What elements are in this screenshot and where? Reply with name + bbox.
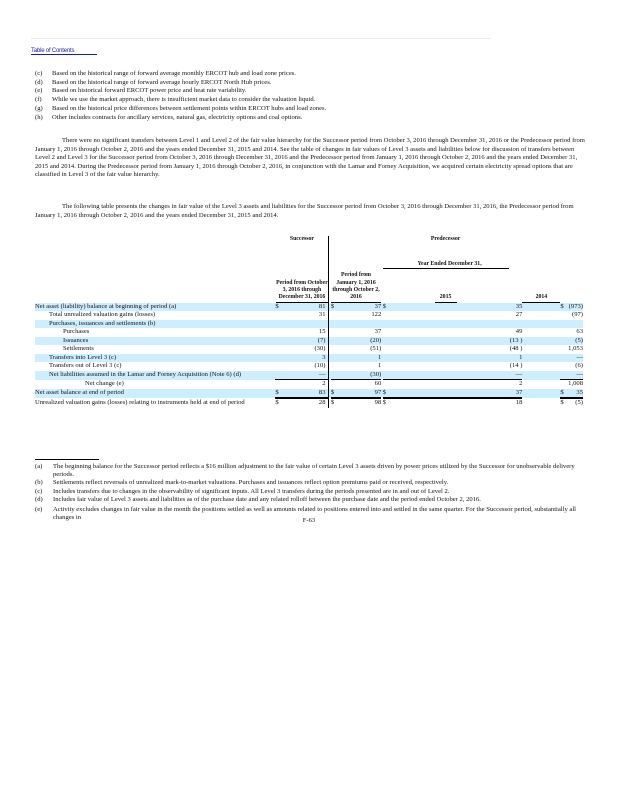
currency-symbol	[331, 337, 358, 346]
cell-y2014: (973)	[566, 303, 583, 312]
cell-pred: 37	[374, 328, 382, 336]
col-header-year-ended: Year Ended December 31,	[383, 261, 509, 269]
level3-changes-table	[35, 236, 583, 408]
currency-symbol	[383, 320, 509, 329]
currency-symbol: $	[275, 303, 299, 312]
table-intro-paragraph: The following table presents the changes in fair value of the Level 3 assets and liabilities for the Successor period from October 3, 2016 through December 31, 2016, the Predecessor period from January 1, 2016 through October 2, 2016 and the years ended December 31, 2015 and 2014.	[35, 203, 574, 219]
cell-pred: 1	[358, 354, 381, 363]
cell-y2014: (5)	[566, 337, 583, 346]
cell-y2014: (97)	[572, 311, 583, 319]
note-key: (d)	[35, 78, 43, 86]
footnote-text: The beginning balance for the Successor period reflects a $16 million adjustment to the fair value of certain Level 3 assets driven by power prices utilized by the Successor for unobservable delivery periods.	[53, 463, 575, 479]
currency-symbol	[275, 362, 299, 371]
note-text: Based on the historical range of forward average monthly ERCOT hub and load zone prices.	[52, 70, 296, 77]
currency-symbol	[331, 354, 358, 363]
note-item	[35, 105, 595, 114]
note-key: (h)	[35, 113, 43, 121]
note-item	[35, 70, 595, 79]
note-text: While we use the market approach, there is insufficient market data to consider the valuation liquid.	[52, 96, 316, 104]
cell-pred: 60	[374, 380, 382, 388]
currency-symbol	[275, 328, 299, 337]
currency-symbol: $	[560, 399, 564, 407]
row-label: Unrealized valuation gains (losses) relating to instruments held at end of period	[35, 398, 245, 406]
cell-pred	[358, 320, 381, 329]
cell-y2015: 1	[509, 354, 523, 363]
column-gap	[522, 371, 560, 380]
row-label: Net liabilities assumed in the Lamar and Forney Acquisition (Note 6) (d)	[35, 371, 275, 380]
note-key: (e)	[35, 87, 43, 95]
row-label: Transfers out of Level 3 (c)	[49, 362, 122, 370]
cell-succ: (7)	[299, 337, 329, 346]
column-gap	[522, 389, 560, 399]
table-row	[35, 345, 583, 354]
footnotes-list	[35, 463, 590, 522]
table-row	[35, 354, 583, 363]
currency-symbol: $	[383, 303, 509, 312]
cell-succ: 31	[299, 311, 329, 320]
note-text: Based on historical forward ERCOT power price and heat rate variability.	[52, 87, 247, 95]
cell-y2014: —	[566, 354, 583, 363]
footnote-key: (e)	[35, 506, 43, 514]
currency-symbol	[275, 320, 299, 329]
footnote-text: Activity excludes changes in fair value in the month the positions settled as well as amounts related to positions entered into and settled in the same quarter. For the Successor period, substantially all changes in	[53, 506, 576, 522]
cell-y2015: 18	[515, 399, 523, 407]
header-group-row	[35, 236, 583, 245]
cell-y2015: (48 )	[509, 345, 523, 353]
cell-pred: 98	[374, 399, 382, 407]
currency-symbol	[275, 371, 299, 380]
cell-y2015: (14 )	[509, 362, 523, 370]
currency-symbol	[275, 345, 299, 354]
currency-symbol	[383, 354, 509, 363]
currency-symbol	[383, 328, 509, 337]
column-gap	[522, 354, 560, 363]
cell-succ: 3	[299, 354, 329, 363]
cell-y2015	[509, 320, 523, 329]
table-row	[35, 303, 583, 312]
cell-succ: 81	[299, 303, 329, 312]
note-item	[35, 79, 595, 88]
cell-y2015: —	[509, 371, 523, 380]
column-gap	[522, 328, 560, 337]
column-gap	[522, 345, 560, 354]
footnote-key: (b)	[35, 479, 43, 487]
column-gap	[522, 398, 560, 408]
footnote-item	[35, 488, 590, 496]
page-number: F-63	[302, 517, 316, 524]
header-divider	[31, 38, 490, 39]
footnote-key: (c)	[35, 487, 43, 495]
row-label: Settlements	[63, 345, 94, 353]
successor-group-header: Successor	[275, 236, 329, 245]
cell-y2015: 37	[509, 389, 523, 399]
col-header-2015: 2015	[435, 294, 457, 302]
currency-symbol	[331, 320, 358, 329]
cell-y2014: —	[566, 371, 583, 380]
cell-y2015: 2	[519, 380, 523, 388]
cell-y2015: (13 )	[509, 336, 523, 344]
note-item	[35, 87, 595, 96]
note-item	[35, 96, 595, 105]
cell-y2014: (6)	[575, 362, 583, 370]
col-header-successor: Period from October 3, 2016 through December 31, 2016	[276, 280, 328, 303]
currency-symbol: $	[382, 399, 386, 407]
cell-pred: 1	[377, 362, 382, 370]
input-notes-list	[35, 70, 595, 122]
row-label: Net asset (liability) balance at beginning of period (a)	[35, 303, 275, 312]
cell-y2014	[566, 320, 583, 329]
table-row	[35, 389, 583, 399]
footnote-item	[35, 479, 590, 487]
cell-succ: (10)	[299, 362, 329, 371]
cell-pred: 37	[358, 303, 381, 312]
footnote-text: Settlements reflect reversals of unrealized mark-to-market valuations. Purchases and issuances reflect option premiums paid or received, respectively.	[53, 479, 449, 487]
table-row	[35, 328, 583, 337]
note-text: Based on the historical range of forward average hourly ERCOT North Hub prices.	[52, 78, 272, 86]
note-text: Based on the historical price differences between settlement points within ERCOT hubs and load zones.	[52, 104, 327, 112]
currency-symbol	[331, 362, 358, 371]
col-header-predecessor: Period from January 1, 2016 through October 2, 2016	[331, 272, 381, 302]
table-row	[35, 380, 583, 389]
cell-succ	[299, 320, 329, 329]
cell-pred: 122	[371, 311, 382, 319]
currency-symbol: $	[331, 303, 358, 312]
column-gap	[522, 380, 560, 389]
cell-pred: (30)	[358, 371, 381, 380]
currency-symbol: $	[275, 399, 279, 407]
note-text: Other includes contracts for ancillary services, natural gas, electricity options and coal options.	[52, 113, 303, 121]
footnote-text: Includes transfers due to changes in the observability of significant inputs. All Level 3 transfers during the periods presented are in and out of Level 2.	[53, 487, 450, 495]
table-row	[35, 398, 583, 408]
row-label: Transfers into Level 3 (c)	[35, 354, 275, 363]
cell-pred: (51)	[370, 345, 382, 353]
footnote-divider	[35, 459, 99, 460]
currency-symbol	[275, 311, 299, 320]
note-key: (g)	[35, 104, 43, 112]
row-label: Purchases	[63, 328, 90, 336]
currency-symbol: $	[330, 399, 335, 407]
currency-symbol	[383, 345, 509, 354]
cell-succ: 83	[299, 389, 329, 399]
note-key: (c)	[35, 70, 43, 77]
cell-y2014: 63	[576, 328, 583, 336]
table-row	[35, 362, 583, 371]
column-gap	[522, 320, 560, 329]
note-key: (f)	[35, 96, 42, 104]
footnote-key: (d)	[35, 495, 43, 503]
table-of-contents-link[interactable]: Table of Contents	[31, 48, 97, 55]
table-row	[35, 311, 583, 320]
footnote-item	[35, 463, 590, 479]
cell-succ: —	[299, 371, 329, 380]
footnote-text: Includes fair value of Level 3 assets and liabilities as of the purchase date and any related rolloff between the purchase date and the period ended October 2, 2016.	[53, 495, 481, 503]
row-label: Issuances	[35, 337, 275, 346]
cell-succ: 15	[299, 328, 329, 337]
predecessor-group-header: Predecessor	[430, 236, 461, 242]
cell-succ: (30)	[299, 345, 329, 354]
currency-symbol: $	[560, 302, 564, 310]
cell-pred: 97	[358, 389, 381, 399]
currency-symbol	[275, 380, 299, 389]
note-item	[35, 114, 595, 123]
header-column-row	[35, 245, 583, 303]
currency-symbol: $	[383, 389, 509, 399]
row-label: Net asset balance at end of period	[35, 389, 275, 399]
currency-symbol	[275, 337, 299, 346]
row-label: Total unrealized valuation gains (losses)	[49, 311, 156, 319]
currency-symbol	[383, 337, 509, 346]
footnote-item	[35, 496, 590, 504]
currency-symbol	[383, 371, 509, 380]
currency-symbol	[383, 362, 509, 371]
cell-y2015: 49	[515, 328, 523, 336]
table-row	[35, 320, 583, 329]
currency-symbol	[331, 311, 358, 320]
currency-symbol	[275, 354, 299, 363]
currency-symbol	[331, 380, 358, 389]
table-row	[35, 337, 583, 346]
cell-y2014: 1,053	[568, 345, 583, 353]
currency-symbol	[331, 371, 358, 380]
cell-y2015: 35	[509, 303, 523, 312]
cell-succ: 28	[299, 398, 329, 408]
cell-pred: (20)	[358, 337, 381, 346]
transfers-paragraph: There were no significant transfers between Level 1 and Level 2 of the fair value hierarchy for the Successor period from October 3, 2016 through December 31, 2016 or the Predecessor period from January 1, 2016 through October 2, 2016 and the years ended December 31, 2015 and 2014. See the table of changes in fair values of Level 3 assets and liabilities below for discussion of transfers between Level 2 and Level 3 for the Successor period from October 3, 2016 through December 31, 2016 and the Predecessor period from January 1, 2016 through October 2, 2016 and the years ended December 31, 2015 and 2014. During the Predecessor period from January 1, 2016 through October 2, 2016, in conjunction with the Lamar and Forney Acquisition, we acquired certain electricity spread options that are classified in Level 3 of the fair value hierarchy.	[35, 137, 585, 179]
cell-y2014: 1,008	[568, 380, 583, 388]
currency-symbol: $	[560, 389, 565, 399]
currency-symbol	[331, 328, 358, 337]
currency-symbol: $	[275, 389, 299, 399]
column-gap	[522, 362, 560, 371]
currency-symbol: $	[331, 389, 358, 399]
row-label: Net change (e)	[85, 379, 124, 387]
currency-symbol	[331, 345, 358, 354]
column-gap	[522, 337, 560, 346]
col-header-2014: 2014	[522, 294, 560, 302]
row-label: Purchases, issuances and settlements (b)	[35, 320, 275, 329]
column-gap	[522, 303, 560, 312]
cell-y2014: (5)	[575, 399, 583, 407]
table-row	[35, 371, 583, 380]
cell-succ: 2	[299, 380, 329, 389]
cell-y2015: 27	[515, 311, 523, 319]
currency-symbol	[383, 380, 509, 389]
cell-y2014: 35	[566, 389, 583, 399]
column-gap	[522, 311, 560, 320]
footnote-key: (a)	[35, 463, 43, 470]
currency-symbol	[383, 311, 509, 320]
